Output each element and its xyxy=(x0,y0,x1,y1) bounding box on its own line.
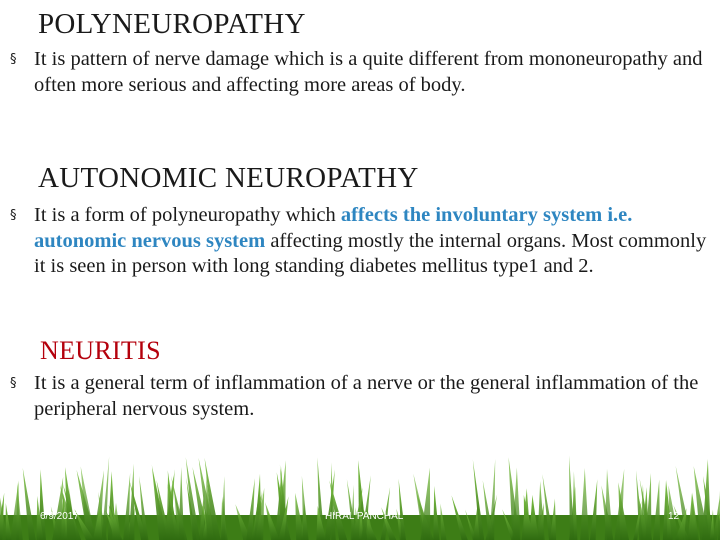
bullet-marker: § xyxy=(10,208,17,223)
bullet-polyneuropathy xyxy=(10,47,710,98)
footer-page-number: 12 xyxy=(668,511,680,522)
footer-author: HIRAL PANCHAL xyxy=(325,511,404,522)
bullet-neuritis xyxy=(10,371,710,422)
bullet-text-after: affecting mostly the internal organs. Most commonly it is seen in person with long standing diabetes mellitus type1 and 2. xyxy=(34,229,707,277)
heading-polyneuropathy: POLYNEUROPATHY xyxy=(38,8,306,40)
heading-neuritis: NEURITIS xyxy=(40,336,161,365)
bullet-autonomic-neuropathy xyxy=(10,203,710,280)
footer-date: 6/9/2017 xyxy=(40,511,79,522)
bullet-marker: § xyxy=(10,376,17,391)
bullet-text-before: It is a form of polyneuropathy which xyxy=(34,204,341,226)
highlighted-text: affects the involuntary system i.e. autonomic nervous system xyxy=(34,204,633,252)
bullet-text: It is pattern of nerve damage which is a quite different from mononeuropathy and often more serious and affecting more areas of body. xyxy=(34,48,703,96)
heading-autonomic-neuropathy: AUTONOMIC NEUROPATHY xyxy=(38,162,419,194)
bullet-marker: § xyxy=(10,52,17,67)
bullet-text: It is a general term of inflammation of a nerve or the general inflammation of the peripheral nervous system. xyxy=(34,372,699,420)
grass-decoration xyxy=(0,455,720,540)
